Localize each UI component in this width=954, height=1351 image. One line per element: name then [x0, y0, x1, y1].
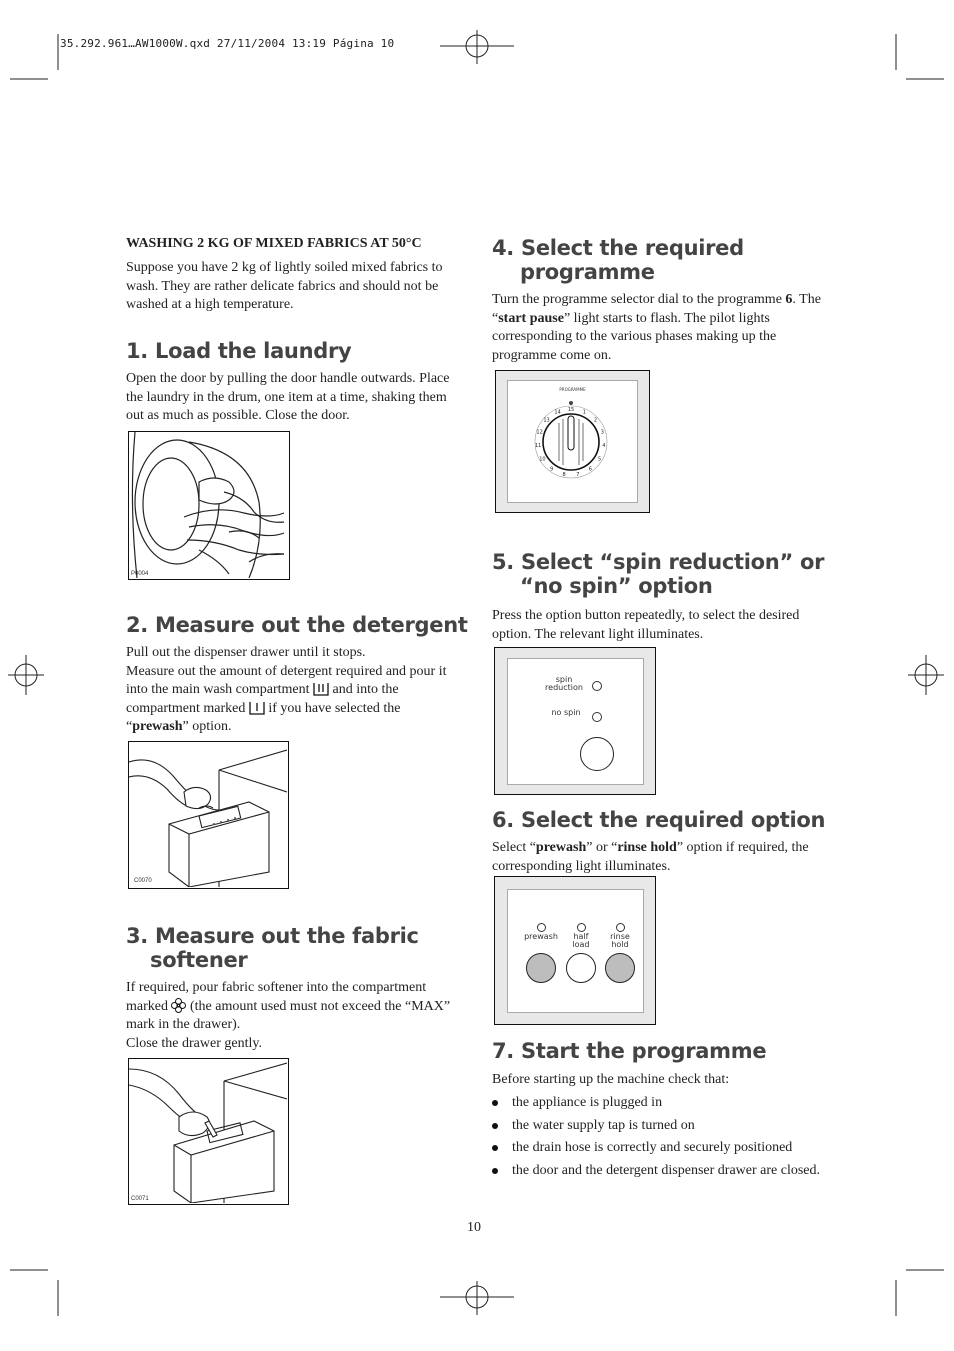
dial-number: 4 — [602, 443, 606, 450]
section-2-line-2d: ” option. — [182, 719, 232, 734]
dial-number: 9 — [550, 466, 554, 473]
image-code: C0070 — [134, 878, 152, 884]
spin-reduction-label-l1: spin — [555, 675, 573, 684]
section-4-text — [492, 291, 824, 365]
checklist-item — [492, 1162, 827, 1181]
dial-number: 8 — [562, 472, 566, 479]
intro-text: Suppose you have 2 kg of lightly soiled mixed fabrics to wash. They are rather delicate fabrics and should not be washed at a high temperature. — [126, 260, 443, 312]
dial-number: 7 — [576, 472, 580, 479]
rinse-hold-label-l2: hold — [611, 940, 629, 949]
section-5-title-line-2: “no spin” option — [520, 574, 713, 598]
bullet-icon — [492, 1145, 498, 1151]
section-6-text — [492, 839, 827, 876]
dial-number: 6 — [588, 466, 592, 473]
fabric-softener-flower-icon — [171, 998, 186, 1013]
bullet-icon — [492, 1100, 498, 1106]
dial-number: 2 — [593, 417, 598, 424]
section-6-text-c: ” option if required, the corresponding light illuminates. — [492, 840, 809, 874]
fabric-softener-illustration — [128, 1058, 289, 1205]
section-3-text-a: If required, pour fabric softener into the compartment marked — [126, 980, 427, 1014]
section-6-text-a: Select “ — [492, 840, 536, 855]
spin-reduction-label-l2: reduction — [545, 683, 583, 692]
section-2-line-2a: Measure out the amount of detergent required and pour it into the main wash compartment — [126, 663, 447, 697]
prewash-button[interactable] — [526, 953, 556, 983]
section-3-text — [126, 979, 461, 1053]
section-1-title: 1. Load the laundry — [126, 339, 352, 363]
print-file-info: 35.292.961…AW1000W.qxd 27/11/2004 13:19 Página 10 — [60, 37, 395, 50]
options-panel — [494, 876, 656, 1025]
half-load-label-l2: load — [572, 940, 590, 949]
half-load-light — [577, 923, 586, 932]
checklist-item — [492, 1139, 827, 1158]
intro-heading: WASHING 2 KG OF MIXED FABRICS AT 50°C — [126, 236, 422, 251]
prewash-compartment-icon — [249, 701, 265, 715]
spin-reduction-light — [592, 681, 602, 691]
rinse-hold-label — [605, 933, 635, 949]
prewash-bold: prewash — [535, 840, 587, 855]
dial-number: 5 — [598, 456, 602, 463]
no-spin-label: no spin — [551, 708, 581, 717]
section-4-title-line-1: 4. Select the required — [492, 236, 744, 260]
section-1-text: Open the door by pulling the door handle outwards. Place the laundry in the drum, one item at a time, shaking them out as much as possible. Close the door. — [126, 371, 450, 423]
section-2-title: 2. Measure out the detergent — [126, 613, 468, 637]
spin-reduction-label — [534, 676, 594, 692]
section-7-intro: Before starting up the machine check that: — [492, 1072, 730, 1087]
section-2-line-2c: if you have selected the “ — [126, 700, 401, 734]
section-3-title-num: 3. — [126, 924, 148, 948]
start-pause-bold: start pause — [498, 310, 564, 326]
section-3-title-line-1: Measure out the fabric — [155, 924, 419, 948]
section-6-text-b: ” or “ — [586, 840, 618, 855]
section-3-text-c: Close the drawer gently. — [126, 1035, 262, 1051]
prewash-light — [537, 923, 546, 932]
dial-number: 12 — [536, 429, 543, 436]
prewash-label: prewash — [524, 932, 558, 941]
checklist-item-text: the drain hose is correctly and securely positioned — [512, 1140, 793, 1155]
dial-number: 1 — [582, 409, 586, 416]
image-code: P0004 — [131, 571, 149, 577]
rinse-hold-bold: rinse hold — [617, 840, 677, 855]
section-2-line-1: Pull out the dispenser drawer until it stops. — [126, 645, 366, 660]
programme-dial-panel — [495, 370, 650, 513]
programme-label: PROGRAMME — [559, 387, 586, 392]
image-code: C0071 — [131, 1196, 149, 1202]
section-3-text-b: (the amount used must not exceed the “MAX” mark in the drawer). — [126, 998, 451, 1032]
spin-option-button[interactable] — [580, 737, 614, 771]
section-4-title — [492, 236, 744, 284]
programme-6-bold: 6 — [785, 292, 793, 307]
bullet-icon — [492, 1123, 498, 1129]
main-wash-compartment-icon — [313, 682, 329, 696]
section-5-text: Press the option button repeatedly, to select the desired option. The relevant light illuminates. — [492, 608, 800, 642]
section-5-title-line-1: 5. Select “spin reduction” or — [492, 550, 825, 574]
rinse-hold-label-l1: rinse — [610, 932, 630, 941]
section-4-text-a: Turn the programme selector dial to the programme — [492, 292, 786, 307]
rinse-hold-light — [616, 923, 625, 932]
section-2-line-2b: and into the compartment marked — [126, 682, 399, 716]
section-5-title — [492, 550, 824, 598]
checklist-item-text: the appliance is plugged in — [512, 1095, 663, 1110]
rinse-hold-button[interactable] — [605, 953, 635, 983]
section-4-text-b: . The “ — [492, 292, 821, 326]
checklist-item-text: the door and the detergent dispenser drawer are closed. — [512, 1162, 821, 1178]
section-3-title-line-2: softener — [150, 948, 248, 972]
dial-number: 10 — [539, 456, 546, 463]
page-number: 10 — [467, 1220, 481, 1235]
no-spin-light — [592, 712, 602, 722]
dial-number: 13 — [543, 417, 550, 424]
pre-start-checklist — [492, 1094, 827, 1184]
dial-number: 3 — [600, 429, 604, 436]
detergent-drawer-illustration — [128, 741, 289, 889]
dial-number: 11 — [535, 443, 542, 450]
spin-option-panel — [494, 647, 656, 795]
dial-number: 14 — [554, 409, 561, 416]
checklist-item — [492, 1117, 827, 1136]
section-4-text-c: ” light starts to flash. The pilot lights corresponding to the various phases making up the programme come on. — [492, 310, 777, 363]
programme-selector-dial[interactable] — [508, 381, 639, 504]
checklist-item — [492, 1094, 827, 1113]
bullet-icon — [492, 1168, 498, 1174]
section-3-title — [126, 924, 419, 972]
section-2-text — [126, 644, 461, 737]
half-load-button[interactable] — [566, 953, 596, 983]
dial-number: 15 — [567, 406, 575, 413]
section-4-title-line-2: programme — [520, 260, 655, 284]
load-laundry-illustration — [128, 431, 290, 580]
checklist-item-text: the water supply tap is turned on — [512, 1117, 695, 1133]
section-6-title: 6. Select the required option — [492, 808, 826, 832]
prewash-bold: prewash — [132, 719, 183, 734]
half-load-label — [566, 933, 596, 949]
half-load-label-l1: half — [573, 932, 589, 941]
section-7-title: 7. Start the programme — [492, 1039, 767, 1063]
